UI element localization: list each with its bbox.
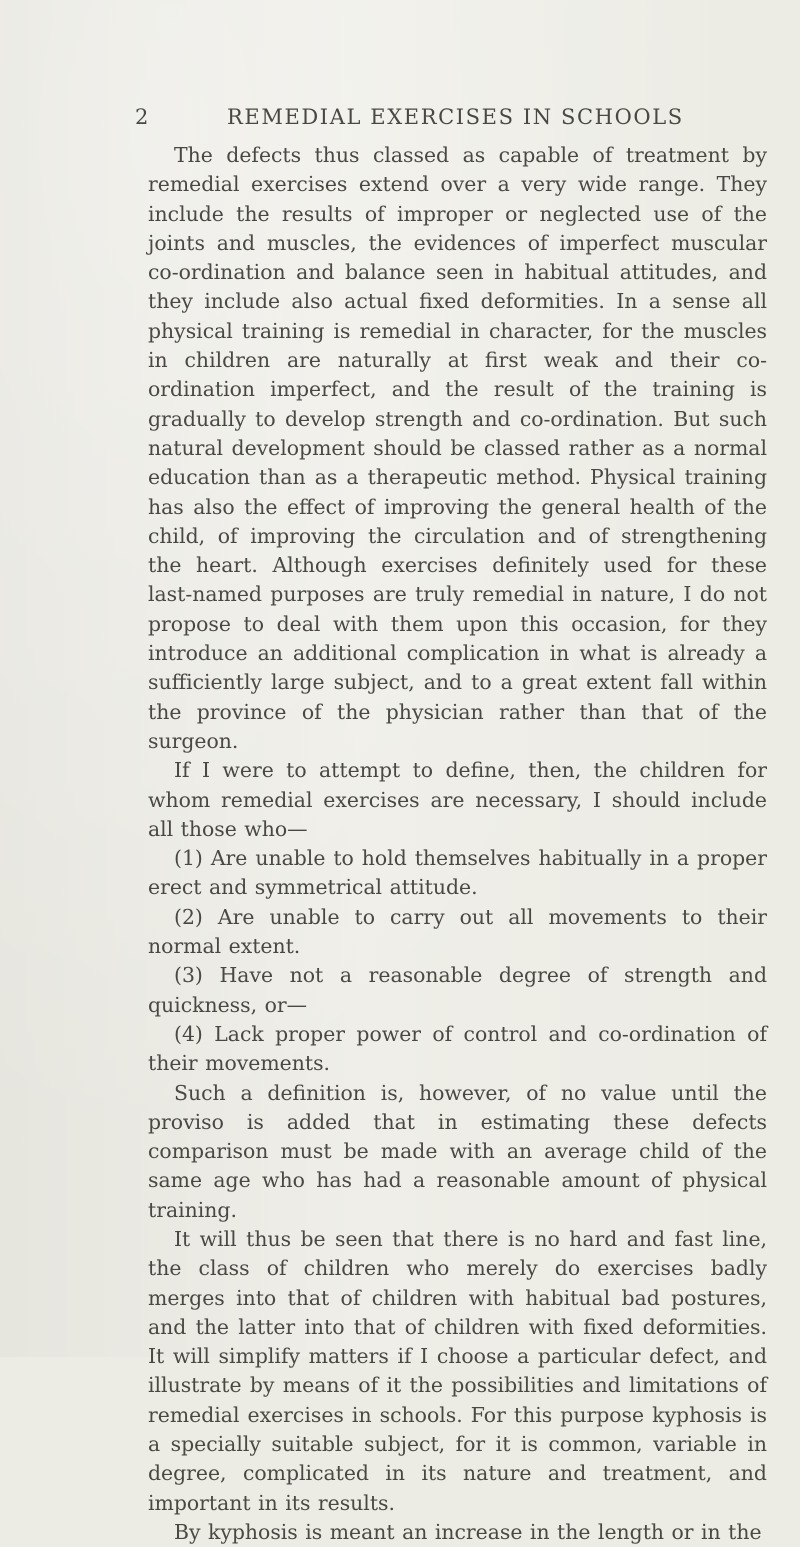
paragraph: The defects thus classed as capable of treatment by remedial exercises extend over a very wide range. They include the results of improper or neglected use of the joints and muscles, the evidences of imperfect muscular co-ordination and balance seen in habitual attitudes, and they include also actual fixed deformities. In a sense all physical training is remedial in character, for the muscles in children are naturally at first weak and their co-ordination imperfect, and the result of the training is gradually to develop strength and co-ordination. But such natural development should be classed rather as a normal education than as a therapeutic method. Physical training has also the effect of improving the general health of the child, of improving the circulation and of strengthening the heart. Although exercises definitely used for these last-named purposes are truly remedial in nature, I do not propose to deal with them upon this occasion, for they introduce an additional complication in what is already a sufficiently large subject, and to a great extent fall within the province of the physician rather than that of the surgeon.: [148, 143, 767, 753]
running-title: REMEDIAL EXERCISES IN SCHOOLS: [227, 105, 684, 129]
paragraph: By kyphosis is meant an increase in the length or in the: [174, 1519, 762, 1544]
body-text: [148, 141, 767, 1547]
paragraph: Such a definition is, however, of no value until the proviso is added that in estimating these defects comparison must be made with an average child of the same age who has had a reasonable amount of physical training.: [148, 1080, 767, 1222]
list-item: (2) Are unable to carry out all movements to their normal extent.: [148, 904, 767, 959]
page-header: [135, 102, 767, 132]
list-item: (1) Are unable to hold themselves habitually in a proper erect and symmetrical attitude.: [148, 846, 767, 900]
list-item: (4) Lack proper power of control and co-ordination of their movements.: [148, 1021, 767, 1076]
paragraph: It will thus be seen that there is no hard and fast line, the class of children who merely do exercises badly merges into that of children with habitual bad postures, and the latter into that of children with fixed deformities. It will simplify matters if I choose a particular defect, and illustrate by means of it the possibilities and limitations of remedial exercises in schools. For this purpose kyphosis is a specially suitable subject, for it is common, variable in degree, complicated in its nature and treatment, and important in its results.: [148, 1226, 767, 1515]
page-number: 2: [135, 105, 150, 129]
list-item: (3) Have not a reasonable degree of strength and quickness, or—: [148, 963, 767, 1017]
paragraph: If I were to attempt to define, then, the children for whom remedial exercises are necessary, I should include all those who—: [148, 758, 767, 841]
